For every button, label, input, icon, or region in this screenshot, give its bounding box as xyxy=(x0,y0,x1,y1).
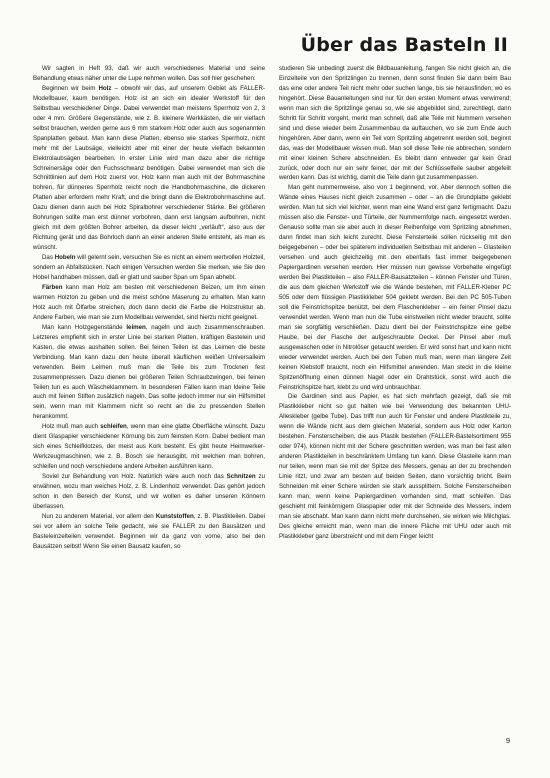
paragraph xyxy=(279,183,511,392)
paragraph-text: Man geht nummernweise, also von 1 beginnend, vor. Aber dennoch sollten die Wände eines Hauses nicht gleich zusammen – oder – an die Grundplatte geklebt werden. Man tut sich viel leichter, wenn man eine Wand erst ganz fertigmacht. Dazu müssen also die Fenster- und Türteile, der Nummernfolge nach, eingesetzt werden. Genauso sollte man sie aber auch in dieser Reihenfolge vom Spritzling abnehmen, dann findet man sich leicht zurecht. Diese Fensterteile sollen rückseitig mit den beigegebenen – oder bei späterem individuellen Selbstbau mit anderen – Glasteilen versehen und auch gleichzeitig mit den ebenfalls fast immer beigegebenen Papiergardinen versehen werden. Hier müssen nun gewisse Vorbehalte eingefügt werden Bei Plastikteilen – also FALLER-Bausatzteilen – können Fenster und Türen, die aus dem gleichen Werkstoff wie die Wände bestehen, mit FALLER-Kleber PC 505 oder dem flüssigen Plastikkleber 504 geklebt werden. Bei den PC 505-Tuben soll die Feinstrichspitze benützt, bei dem Flaschenkleber – ein feiner Pinsel dazu verwendet werden. Wenn man nun die Tube einstweilen nicht wieder braucht, sollte man sie sorgfältig verschließen. Dazu dient bei der Feinstrichspitze eine gelbe Haube, bei der Flasche der aufgeschraubte Deckel. Der Pinsel aber muß ausgewaschen oder in Nitrolöser getaucht werden. Er wird sonst hart und kann nicht wieder verwendet werden. Auch bei den Tuben muß man, wenn man längere Zeit keinen Klebstoff braucht, noch ein Hilfsmittel anwenden. Man steckt in die kleine Spitzenöffnung einen dünnen Nagel oder ein Drahtstück, sonst wird auch die Feinstrichspitze hart, klebt zu und wird unbrauchbar. xyxy=(279,184,511,391)
article-body xyxy=(33,64,511,749)
paragraph-text: Holz muß man auch xyxy=(42,423,101,431)
paragraph xyxy=(279,392,511,541)
paragraph xyxy=(33,512,265,552)
keyword: Holz xyxy=(98,84,112,92)
keyword: Schnitzen xyxy=(226,473,256,481)
paragraph xyxy=(33,283,265,323)
keyword: schleifen xyxy=(100,423,127,431)
page-number: 9 xyxy=(505,736,510,745)
paragraph-text: , z. B. Plastikteilen. Dabei sei vor allem an solche Teile gedacht, wie sie FALLER zu den Bausätzen und Basteleinzelteilen verwendet. Beginnen wir da ganz von vorne, also bei den Bausätzen selbst! Wenn Sie einen Bausatz kaufen, so xyxy=(33,512,265,550)
paragraph xyxy=(33,472,265,512)
paragraph-text: kann man Holz am besten mit verschiedenen Beizen, um ihm einen warmen Holzton zu geben und die meist schöne Maserung zu erhalten. Man kann Holz auch mit Ölfarbe streichen, doch dann deckt die Farbe die Holzstruktur ab. Andere Farben, wie man sie zum Modellbau verwendet, sind hierzu nicht geeignet. xyxy=(33,283,265,321)
paragraph-text: Das xyxy=(42,254,55,262)
page-title: Über das Basteln II xyxy=(300,34,508,56)
paragraph-text: Nun zu anderem Material, vor allem den xyxy=(42,512,156,520)
keyword: Färben xyxy=(42,283,63,291)
paragraph xyxy=(279,64,511,183)
paragraph-text: will gelernt sein, versuchen Sie es nicht an einem wertvollen Holzteil, sondern an Abfallstücken. Nach einigen Versuchen werden Sie merken, wie Sie den Hobel handhaben müssen, daß er glatt und sauber Span um Span abhebt. xyxy=(33,254,265,282)
paragraph-text: Wir sagten in Heft 93, daß wir auch verschiedenes Material und seine Behandlung etwas näher unter die Lupe nehmen wollen. Das soll hier geschehen: xyxy=(33,65,265,82)
paragraph-text: , nageln und auch zusammenschrauben. Letzteres empfiehlt sich in erster Linie bei starken Platten, kräftigen Bastelein und Kasten, die etwas aushalten sollen. Bei feinen Teilen ist das Leimen die beste Verbindung. Man kann dazu den heute überall käuflichen weißen Universalleim verwenden. Beim Leimen muß man die Teile bis zum Trocknen fest zusammenpressen. Dazu dienen bei größeren Teilen Schraubzwingen, bei feinen Teilen tun es auch Wäscheklammern. In besonderen Fällen kann man kleine Teile auch mit feinen Stiften zusätzlich nageln. Das sollte jedoch immer nur ein Hilfsmittel sein, wenn man mit Klammern nicht so recht an die zu pressenden Stellen herankommt. xyxy=(33,323,265,421)
keyword: leimen xyxy=(126,323,146,331)
column-left xyxy=(33,64,265,749)
keyword: Kunststoffen xyxy=(155,512,194,520)
paragraph xyxy=(33,323,265,423)
column-right xyxy=(279,64,511,749)
paragraph-text: Die Gardinen sind aus Papier, es hat sich mehrfach gezeigt, daß sie mit Plastikkleber nicht so gut halten wie bei Verwendung des bekannten UHU-Alleskleber (gelbe Tube). Das trifft nun auch für Fenster und andere Plastikteile zu, wenn die Wände nicht aus dem gleichen Material, sondern aus Holz oder Karton bestehen. Fensterscheiben, die aus Plastik bestehen (FALLER-Bastelsortiment 955 oder 974), können nicht mit der Schere geschnitten werden, was man bei fast allen anderen Plastikteilen in beschränktem Umfang tun kann. Diese Glasteile kann man nur teilen, wenn man sie mit der Spitze des Messers, genau an der zu brechenden Linie ritzt, und zwar am besten auf beiden Seiten, dann vorsichtig bricht. Beim Schneiden mit einer Schere würden sie stark aussplittern. Solche Fensterscheiben kann man, wenn keine Papiergardinen vorhanden sind, matt schleifen. Das geschieht mit feinkörnigem Glaspapier oder mit der Schneide des Messers, indem man sie abschabt. Man kann dann nicht mehr durchsehen, sie wirken wie Milchglas. Des gleiche erreicht man, wenn man die innere Fläche mit UHU oder auch mit Plastikkleber ganz überstreicht und mit dem Finger leicht xyxy=(279,393,511,540)
paragraph-text: Man kann Holzgegenstände xyxy=(42,323,127,331)
paragraph-text: Soviel zur Behandlung von Holz. Natürlich wäre auch noch das xyxy=(42,473,227,481)
paragraph xyxy=(33,64,265,84)
paragraph xyxy=(33,422,265,472)
paragraph xyxy=(33,253,265,283)
paragraph xyxy=(33,84,265,253)
paragraph-text: Beginnen wir beim xyxy=(42,84,99,92)
paragraph-text: , wenn man eine glatte Oberfläche wünscht. Dazu dient Glaspapier verschiedener Körnung bis zum feinsten Korn. Dabei bedient man sich eines Schleifklotzes, der meist aus Kork besteht. Es gibt heute Heimwerker-Werkzeugmaschinen, wie z. B. Bosch sie herausgibt, mit welchen man bohren, schleifen und noch verschiedene andere Arbeiten ausführen kann. xyxy=(33,423,265,471)
paragraph-text: studieren Sie unbedingt zuerst die Bildbauanleitung, fangen Sie nicht gleich an, die Einzelteile von den Spritzlingen zu trennen, denn sonst finden Sie dann beim Bau das eine oder andere Teil nicht mehr oder suchen lange, bis sie herausfinden, wo es hingehört. Diese Bauanleitungen sind nur für den ersten Moment etwas verwirrend; wenn man sich die Spritzlinge genau so, wie sie abgebildet sind, zurechtlegt, dann Schritt für Schritt vorgeht, merkt man schnell, daß alle Teile mit Nummern versehen sind und diese wieder beim Zusammenbau da auftauchen, wo sie zum Ende auch hingehören. Aber dann, wenn ein Teil vom Spritzling abgetrennt werden soll, beginnt das, was der Modellbauer wissen muß. Man soll diese Teile nie abbrechen, sondern mit einer kleinen Schere abschneiden. Es bleibt dann entweder gar kein Grad zurück, oder doch nur ein sehr feiner, der mit der Schlüsselfeile sauber abgefeilt werden kann. Das ist wichtig, damit die Teile dann gut zusammenpassen. xyxy=(279,65,511,182)
paragraph-text: zu erwähnen, wozu man weiches Holz, z. B. Lindenholz verwendet. Das gehört jedoch schon in den Bereich der Kunst, und wir wollen es daher unseren Könnern überlassen. xyxy=(33,473,265,510)
keyword: Hobeln xyxy=(54,254,76,262)
paragraph-text: – obwohl wir das, auf unserem Gebiet als FALLER-Modellbauer, kaum benötigen. Holz ist an sich ein idealer Werkstoff für den Selbstbau verschiedener Dinge. Dabei verwendet man meistens Sperrholz von 2, 3 oder 4 mm. Größere Gegenstände, wie z. B. kleinere Werkkästen, die wir vielfach selbst brauchen, werden gerne aus 6 mm starkem Holz oder auch aus sogenannten Spanplatten gebaut. Man kann diese Platten, ebenso wie starkes Sperrholz, nicht mehr mit der Laubsäge, vielleicht aber mit einer der heute vielfach bekannten Elektrolaubsägen bearbeiten. In erster Linie wird man dazu aber die richtige Schreinersäge oder den Fuchsschwanz benötigen. Dabei verwendet man sich die Schnittlinien auf dem Holz zuerst vor. Holz kann man auch mit der Bohrmaschine bohren, für dünneres Sperrholz reicht noch die Handbohrmaschine, die dickeren Platten aber erfordern mehr Kraft, und die bringt dann die Elektrobohrmaschine auf. Dazu dienen dann auch bei Holz Spiralbohrer verschiedener Stärke. Bei größeren Bohrungen sollte man erst dünner vorbohren, dann erst langsam aufbohren, nicht gleich mit dem größten Bohrer arbeiten, da dieser leicht „verläuft“, also aus der Richtung gerät und das Bohrloch dann an einer anderen Stelle entsteht, als man es wünscht. xyxy=(33,84,265,252)
